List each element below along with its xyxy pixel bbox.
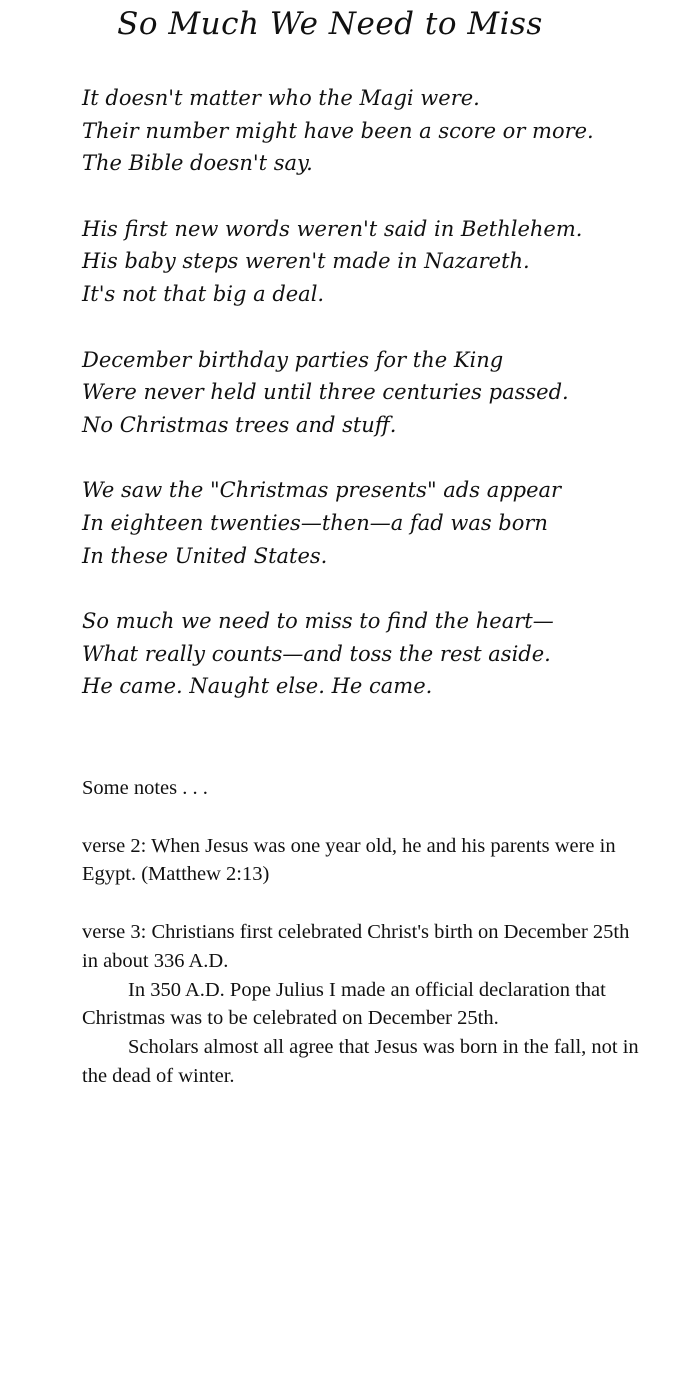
poem-line: We saw the "Christmas presents" ads appear — [82, 478, 562, 503]
poem-line: He came. Naught else. He came. — [82, 674, 433, 699]
poem-line: It's not that big a deal. — [82, 281, 325, 306]
notes-heading: Some notes . . . — [82, 777, 208, 799]
poem-line: So much we need to miss to find the heart— — [82, 609, 554, 634]
poem-line: No Christmas trees and stuff. — [82, 412, 397, 437]
stanza-1 — [82, 82, 662, 180]
stanza-3 — [82, 344, 662, 442]
poem-line: Their number might have been a score or more. — [82, 118, 594, 143]
note-verse-3-paragraph-3: Scholars almost all agree that Jesus was born in the fall, not in the dead of winter. — [82, 1036, 639, 1087]
poem-line: His baby steps weren't made in Nazareth. — [82, 249, 530, 274]
note-verse-3-paragraph-2: In 350 A.D. Pope Julius I made an official declaration that Christmas was to be celebrated on December 25th. — [82, 978, 606, 1030]
poem-line: His first new words weren't said in Bethlehem. — [82, 216, 583, 241]
stanza-4 — [82, 474, 662, 572]
poem-line: What really counts—and toss the rest aside. — [82, 641, 551, 666]
note-verse-2: verse 2: When Jesus was one year old, he and his parents were in Egypt. (Matthew 2:13) — [82, 834, 616, 886]
stanza-2 — [82, 213, 662, 311]
poem-title: So Much We Need to Miss — [117, 6, 543, 42]
poem-body — [82, 82, 662, 736]
poem-line: December birthday parties for the King — [82, 347, 504, 372]
poem-line: In these United States. — [82, 543, 328, 568]
notes-section — [82, 774, 642, 1091]
note-verse-3: verse 3: Christians first celebrated Christ's birth on December 25th in about 336 A.D. — [82, 920, 630, 972]
poem-line: The Bible doesn't say. — [82, 151, 313, 176]
poem-line: In eighteen twenties—then—a fad was born — [82, 510, 548, 535]
stanza-5 — [82, 605, 662, 703]
poem-line: Were never held until three centuries passed. — [82, 380, 569, 405]
poem-line: It doesn't matter who the Magi were. — [82, 86, 480, 110]
